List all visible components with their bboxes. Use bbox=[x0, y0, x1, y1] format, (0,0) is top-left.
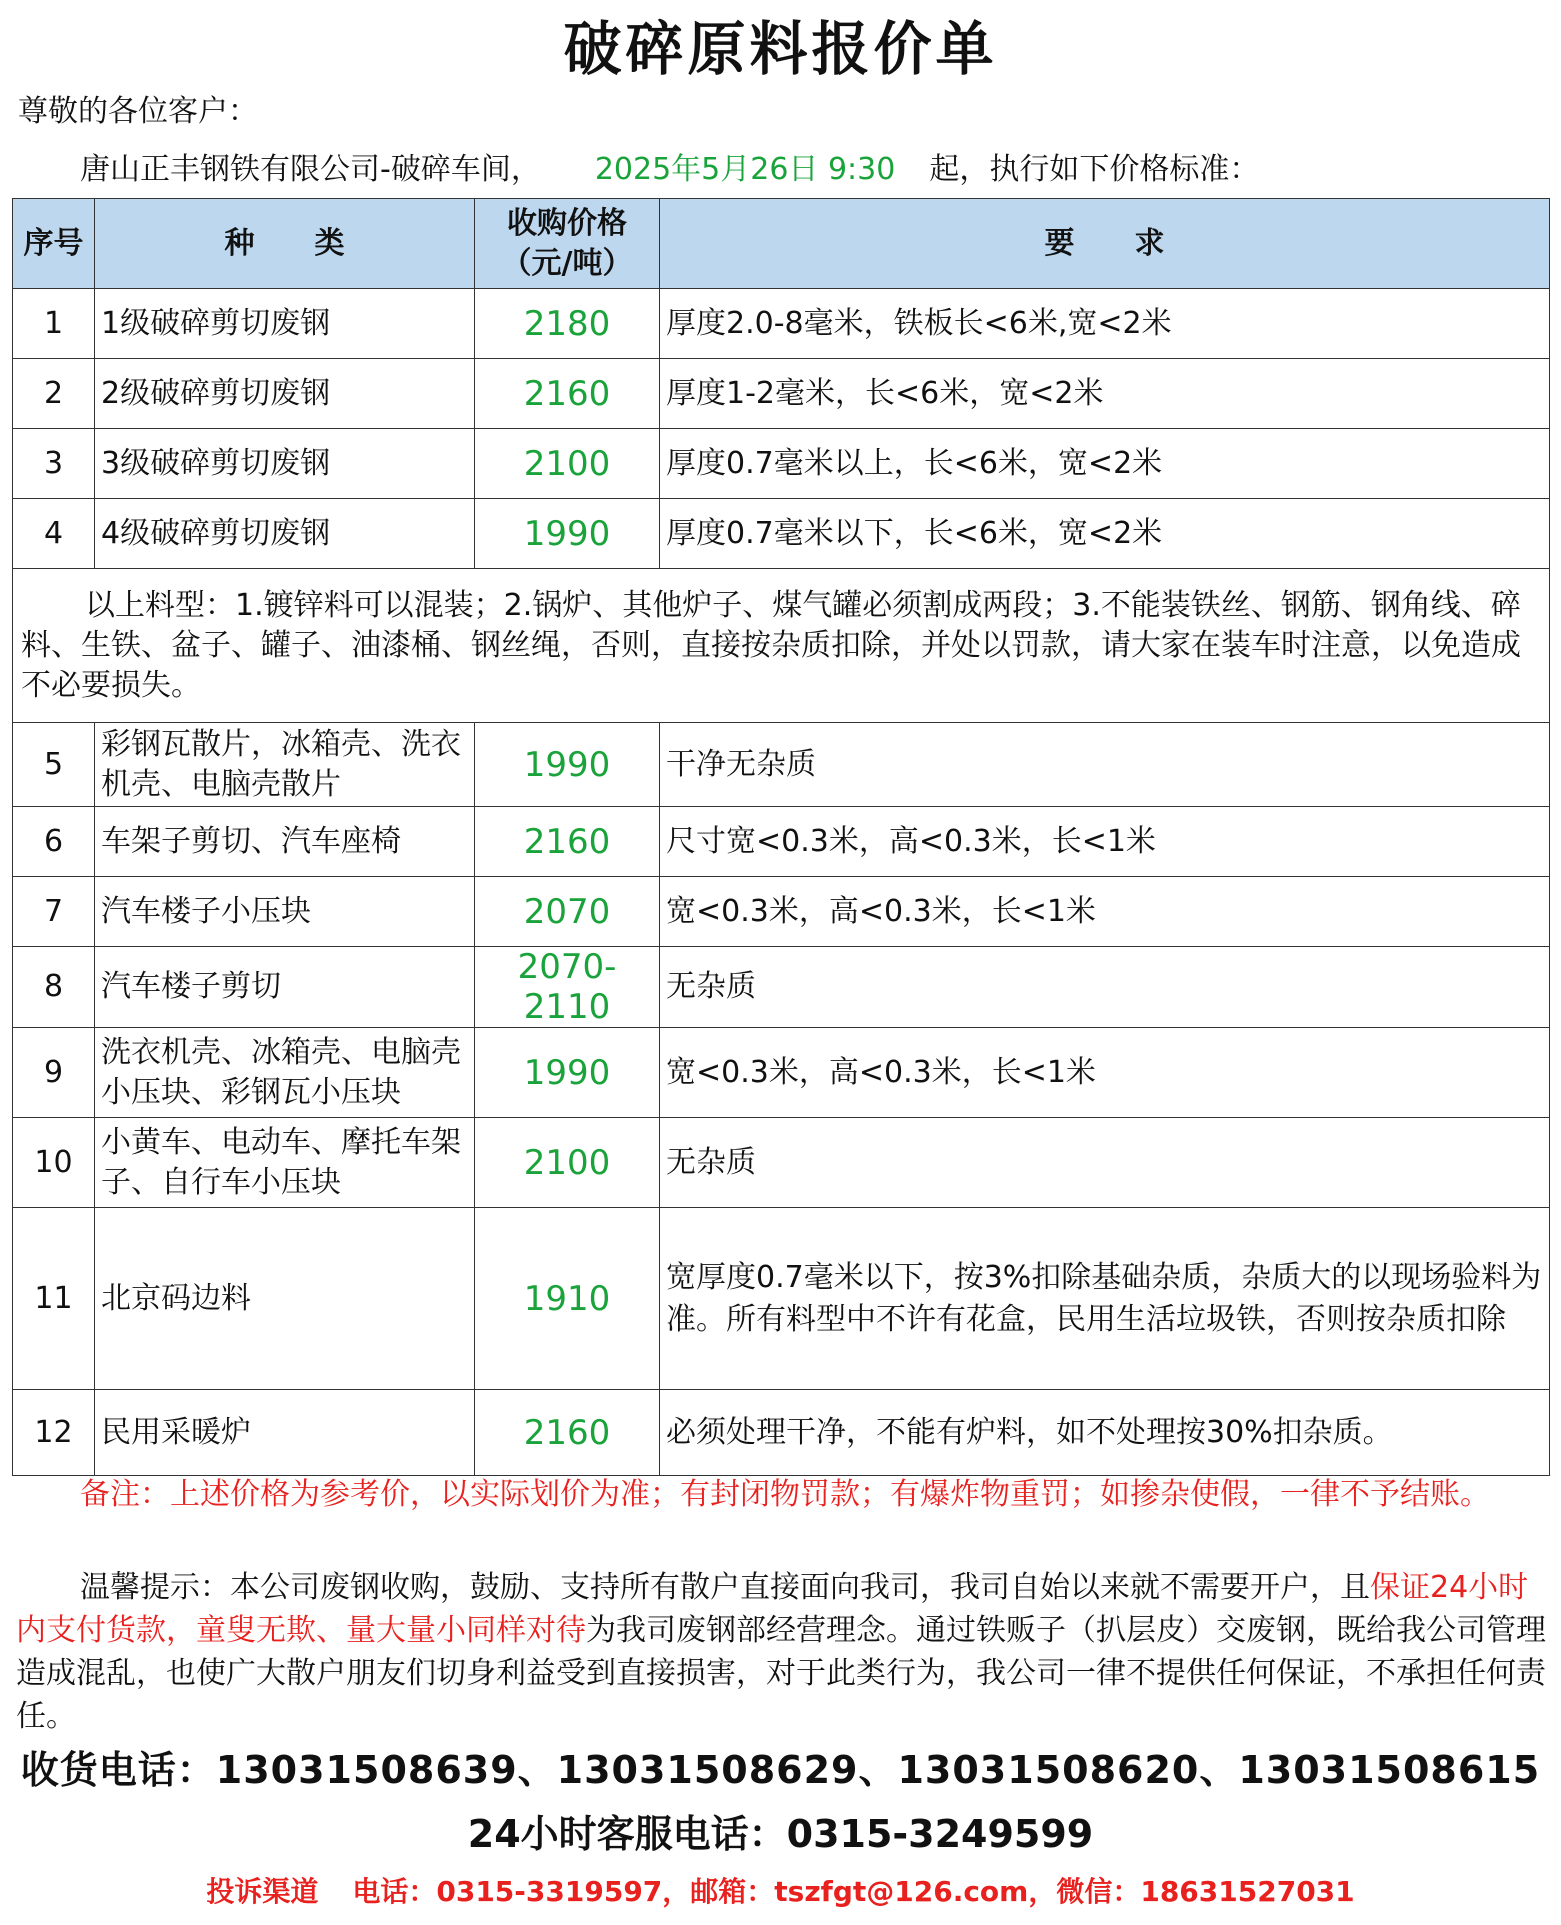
row-no: 1 bbox=[13, 289, 95, 359]
row-requirement: 干净无杂质 bbox=[660, 723, 1550, 807]
complaint-label: 投诉渠道 bbox=[206, 1875, 319, 1908]
complaint-channel bbox=[0, 1868, 1561, 1916]
row-price: 2180 bbox=[475, 289, 660, 359]
header-price-unit: （元/吨） bbox=[501, 245, 633, 281]
row-category: 车架子剪切、汽车座椅 bbox=[95, 807, 475, 877]
row-price: 2070 bbox=[475, 877, 660, 947]
header-requirement: 要 求 bbox=[660, 199, 1550, 289]
row-requirement: 宽<0.3米，高<0.3米，长<1米 bbox=[660, 1028, 1550, 1118]
row-no: 6 bbox=[13, 807, 95, 877]
loading-note: 以上料型：1.镀锌料可以混装；2.锅炉、其他炉子、煤气罐必须割成两段；3.不能装铁丝、钢筋、钢角线、碎料、生铁、盆子、罐子、油漆桶、钢丝绳，否则，直接按杂质扣除，并处以罚款，请大家在装车时注意，以免造成不必要损失。 bbox=[21, 587, 1521, 703]
tips-highlight: 保证24小时内支付货款，童叟无欺、量大量小同样对待 bbox=[16, 1570, 1529, 1648]
row-requirement: 厚度2.0-8毫米，铁板长<6米,宽<2米 bbox=[660, 289, 1550, 359]
row-price: 2160 bbox=[475, 807, 660, 877]
row-category: 1级破碎剪切废钢 bbox=[95, 289, 475, 359]
table-row bbox=[13, 807, 1550, 877]
row-no: 7 bbox=[13, 877, 95, 947]
row-requirement: 必须处理干净，不能有炉料，如不处理按30%扣杂质。 bbox=[660, 1390, 1550, 1476]
row-category: 汽车楼子剪切 bbox=[95, 947, 475, 1028]
row-price: 1910 bbox=[475, 1208, 660, 1390]
row-price: 2070-2110 bbox=[475, 947, 660, 1028]
service-hotline: 24小时客服电话：0315-3249599 bbox=[467, 1812, 1094, 1856]
row-requirement: 宽厚度0.7毫米以下，按3%扣除基础杂质，杂质大的以现场验料为准。所有料型中不许有花盒，民用生活垃圾铁，否则按杂质扣除 bbox=[660, 1208, 1550, 1390]
row-price: 2100 bbox=[475, 1118, 660, 1208]
row-no: 2 bbox=[13, 359, 95, 429]
table-row bbox=[13, 947, 1550, 1028]
row-no: 10 bbox=[13, 1118, 95, 1208]
note-row bbox=[13, 569, 1550, 723]
row-requirement: 厚度0.7毫米以下，长<6米，宽<2米 bbox=[660, 499, 1550, 569]
table-header bbox=[13, 199, 1550, 289]
row-price: 1990 bbox=[475, 499, 660, 569]
row-category: 小黄车、电动车、摩托车架子、自行车小压块 bbox=[95, 1118, 475, 1208]
table-row bbox=[13, 1028, 1550, 1118]
greeting: 尊敬的各位客户： bbox=[18, 94, 258, 129]
table-row bbox=[13, 1390, 1550, 1476]
row-category: 北京码边料 bbox=[95, 1208, 475, 1390]
row-no: 9 bbox=[13, 1028, 95, 1118]
row-price: 2100 bbox=[475, 429, 660, 499]
intro-line bbox=[80, 148, 1259, 192]
tips-text-2: 为我司废钢部经营理念。通过铁贩子（扒层皮）交废钢，既给我公司管理造成混乱，也使广大散户朋友们切身利益受到直接损害，对于此类行为，我公司一律不提供任何保证，不承担任何责任。 bbox=[16, 1613, 1546, 1734]
header-no: 序号 bbox=[13, 199, 95, 289]
row-price: 2160 bbox=[475, 359, 660, 429]
row-requirement: 厚度0.7毫米以上，长<6米，宽<2米 bbox=[660, 429, 1550, 499]
intro-suffix: 起，执行如下价格标准： bbox=[929, 152, 1260, 187]
table-row bbox=[13, 289, 1550, 359]
row-price: 2160 bbox=[475, 1390, 660, 1476]
row-no: 5 bbox=[13, 723, 95, 807]
row-no: 4 bbox=[13, 499, 95, 569]
row-category: 2级破碎剪切废钢 bbox=[95, 359, 475, 429]
receiving-phones: 收货电话：13031508639、13031508629、13031508620、13031508615 bbox=[20, 1748, 1541, 1792]
table-row bbox=[13, 499, 1550, 569]
row-no: 11 bbox=[13, 1208, 95, 1390]
row-requirement: 宽<0.3米，高<0.3米，长<1米 bbox=[660, 877, 1550, 947]
price-table bbox=[12, 198, 1550, 1476]
row-requirement: 无杂质 bbox=[660, 1118, 1550, 1208]
table-row bbox=[13, 877, 1550, 947]
header-price bbox=[475, 199, 660, 289]
page-title: 破碎原料报价单 bbox=[563, 15, 998, 83]
row-category: 洗衣机壳、冰箱壳、电脑壳小压块、彩钢瓦小压块 bbox=[95, 1028, 475, 1118]
row-no: 12 bbox=[13, 1390, 95, 1476]
table-row bbox=[13, 359, 1550, 429]
row-price: 1990 bbox=[475, 723, 660, 807]
row-category: 彩钢瓦散片，冰箱壳、洗衣机壳、电脑壳散片 bbox=[95, 723, 475, 807]
table-row bbox=[13, 1118, 1550, 1208]
row-category: 汽车楼子小压块 bbox=[95, 877, 475, 947]
row-category: 3级破碎剪切废钢 bbox=[95, 429, 475, 499]
row-requirement: 尺寸宽<0.3米，高<0.3米，长<1米 bbox=[660, 807, 1550, 877]
row-no: 8 bbox=[13, 947, 95, 1028]
tips-paragraph bbox=[16, 1566, 1546, 1738]
row-no: 3 bbox=[13, 429, 95, 499]
remark-note: 备注：上述价格为参考价，以实际划价为准；有封闭物罚款；有爆炸物重罚；如掺杂使假，一律不予结账。 bbox=[80, 1477, 1490, 1512]
row-requirement: 无杂质 bbox=[660, 947, 1550, 1028]
tips-text-1: 温馨提示：本公司废钢收购，鼓励、支持所有散户直接面向我司，我司自始以来就不需要开户，且 bbox=[80, 1570, 1370, 1605]
row-category: 民用采暖炉 bbox=[95, 1390, 475, 1476]
company-name: 唐山正丰钢铁有限公司-破碎车间， bbox=[80, 152, 541, 187]
row-price: 1990 bbox=[475, 1028, 660, 1118]
table-row bbox=[13, 1208, 1550, 1390]
row-requirement: 厚度1-2毫米，长<6米，宽<2米 bbox=[660, 359, 1550, 429]
table-row bbox=[13, 429, 1550, 499]
complaint-detail: 电话：0315-3319597，邮箱：tszfgt@126.com，微信：18631527031 bbox=[352, 1875, 1355, 1908]
header-price-label: 收购价格 bbox=[507, 205, 627, 241]
effective-date: 2025年5月26日 9:30 bbox=[594, 152, 896, 187]
row-category: 4级破碎剪切废钢 bbox=[95, 499, 475, 569]
header-category: 种 类 bbox=[95, 199, 475, 289]
table-row bbox=[13, 723, 1550, 807]
